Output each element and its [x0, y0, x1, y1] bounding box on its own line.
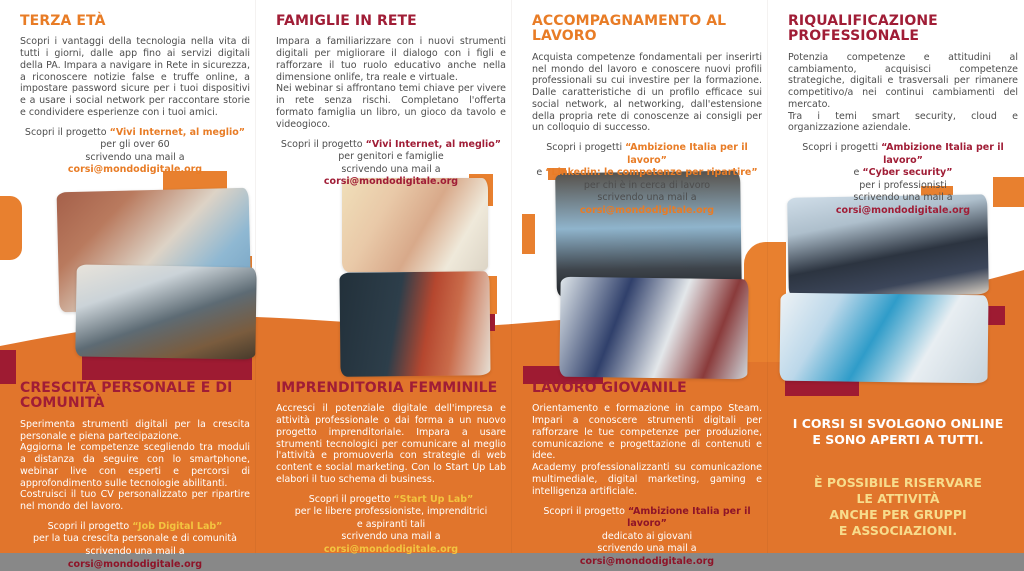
email-link[interactable]: corsi@mondodigitale.org — [67, 558, 203, 570]
cta-line: per le libere professioniste, imprenditrici — [294, 506, 488, 518]
cta-line: scrivendo una mail a corsi@mondodigitale.org — [67, 545, 203, 570]
cta-line: Scopri il progetto “Ambizione Italia per il lavoro” — [543, 505, 751, 530]
email-link[interactable]: corsi@mondodigitale.org — [579, 555, 715, 567]
project-name: “Cyber security” — [862, 167, 953, 179]
cta-line: scrivendo una mail a corsi@mondodigitale.org — [323, 531, 459, 555]
email-link[interactable]: corsi@mondodigitale.org — [579, 204, 715, 216]
panel-lavoro-giovanile — [532, 381, 762, 568]
panel-paragraph: Orientamento e formazione in campo Steam. Impari a conoscere strumenti digitali per rafforzare le tue competenze per produzione, comunicazione e progettazione di contenuti e idee. — [532, 403, 762, 462]
cta-line: e aspiranti tali — [356, 518, 426, 530]
panel-title: CRESCITA PERSONALE E DI COMUNITÀ — [20, 380, 233, 412]
cta-line: dedicato ai giovani — [601, 530, 693, 542]
panel-paragraph: Acquista competenze fondamentali per inserirti nel mondo del lavoro e conoscere nuovi profili professionali su cui investire per la formazione. Dalle caratteristiche di un profilo efficace sui social network, al networking, dall'estensione della propria rete di conoscenze ai consigli per un colloquio di successo. — [532, 51, 762, 134]
project-name: “Ambizione Italia per il lavoro” — [625, 142, 748, 166]
panel-paragraph: Tra i temi smart security, cloud e organizzazione aziendale. — [788, 110, 1018, 134]
cta-line: per i professionisti — [859, 179, 947, 191]
email-link[interactable]: corsi@mondodigitale.org — [323, 176, 459, 188]
cta-line: Scopri il progetto “Start Up Lab” — [308, 493, 474, 505]
deco-orange-tab — [0, 196, 22, 260]
cta-block — [20, 521, 250, 571]
panel-title: RIQUALIFICAZIONE PROFESSIONALE — [788, 13, 938, 45]
panel-paragraph: Costruisci il tuo CV personalizzato per ripartire nel mondo del lavoro. — [20, 489, 250, 513]
cta-line: Scopri i progetti “Ambizione Italia per il lavoro” — [802, 142, 1004, 166]
cta-line: e “Cyber security” — [853, 167, 953, 179]
cta-line: e “Linkedin: le competenze per ripartire” — [536, 167, 758, 179]
cta-block — [532, 142, 762, 217]
project-name: “Start Up Lab” — [393, 493, 474, 505]
project-name: “Job Digital Lab” — [132, 520, 223, 532]
photo-office-team — [779, 293, 988, 384]
fold-line — [511, 0, 512, 553]
panel-imprenditoria-femminile — [276, 381, 506, 556]
cta-block — [20, 127, 250, 177]
cta-line: Scopri il progetto “Vivi Internet, al meglio” — [280, 138, 502, 150]
cta-line: scrivendo una mail a corsi@mondodigitale.org — [835, 192, 971, 216]
panel-title: FAMIGLIE IN RETE — [276, 13, 417, 29]
panel-terza-eta — [20, 14, 250, 177]
cta-block — [276, 494, 506, 557]
email-link[interactable]: corsi@mondodigitale.org — [835, 204, 971, 216]
panel-title: IMPRENDITORIA FEMMINILE — [276, 380, 498, 396]
deco-maroon-square — [988, 306, 1005, 325]
cta-line: per chi è in cerca di lavoro — [583, 179, 711, 191]
panel-riqualificazione-professionale — [788, 14, 1018, 217]
cta-line: per gli over 60 — [100, 139, 170, 151]
deco-orange-square — [522, 214, 535, 254]
email-link[interactable]: corsi@mondodigitale.org — [323, 543, 459, 555]
photo-family-at-computer — [342, 178, 488, 272]
cta-block — [532, 506, 762, 569]
cta-line: scrivendo una mail a corsi@mondodigitale.org — [323, 163, 459, 188]
cta-line: scrivendo una mail a corsi@mondodigitale.org — [579, 192, 715, 216]
panel-title: LAVORO GIOVANILE — [532, 380, 687, 396]
deco-maroon-square — [0, 350, 16, 384]
panel-crescita-personale — [20, 381, 250, 571]
photo-teens-at-computers — [559, 277, 748, 380]
cta-line: per genitori e famiglie — [338, 151, 444, 163]
cta-line: scrivendo una mail a corsi@mondodigitale.org — [67, 151, 203, 176]
panel-paragraph: Potenzia competenze e attitudini al cambiamento, acquisisci competenze strategiche, digitali e trasversali per rimanere competitivo/a nei continui cambiamenti del mercato. — [788, 51, 1018, 110]
cta-block — [788, 142, 1018, 217]
fold-line — [255, 0, 256, 553]
cta-line: scrivendo una mail a corsi@mondodigitale.org — [579, 543, 715, 567]
closing-statement-groups: È POSSIBILE RISERVARE LE ATTIVITÀ ANCHE PER GRUPPI E ASSOCIAZIONI. — [814, 474, 982, 539]
cta-line: Scopri il progetto “Vivi Internet, al meglio” — [24, 126, 246, 138]
project-name: “Linkedin: le competenze per ripartire” — [545, 167, 758, 179]
cta-line: per la tua crescita personale e di comunità — [33, 533, 237, 545]
project-name: “Ambizione Italia per il lavoro” — [627, 505, 751, 530]
project-name: “Vivi Internet, al meglio” — [365, 138, 502, 150]
panel-paragraph: Sperimenta strumenti digitali per la crescita personale e piena partecipazione. — [20, 418, 250, 442]
panel-paragraph: Scopri i vantaggi della tecnologia nella vita di tutti i giorni, dalle app fino ai servizi digitali della PA. Impara a navigare in Rete in sicurezza, a riconoscere notizie false e truffe online, a impostare password sicure per i tuoi dispositivi e a usare i social network per raccontare storie e condividere esperienze con i tuoi amici. — [20, 36, 250, 118]
panel-closing-info — [790, 416, 1006, 540]
email-link[interactable]: corsi@mondodigitale.org — [67, 164, 203, 176]
panel-title: ACCOMPAGNAMENTO AL LAVORO — [532, 13, 727, 45]
panel-title: TERZA ETÀ — [20, 13, 106, 29]
photo-group-around-table — [75, 264, 257, 359]
panel-famiglie-in-rete — [276, 14, 506, 189]
panel-accompagnamento-al-lavoro — [532, 14, 762, 217]
cta-line: Scopri il progetto “Job Digital Lab” — [47, 520, 223, 532]
panel-paragraph: Impara a familiarizzare con i nuovi strumenti digitali per migliorare il dialogo con i figli e rafforzare il tuo ruolo educativo anche nella dimensione onlife, tra reale e virtuale. — [276, 36, 506, 83]
project-name: “Ambizione Italia per il lavoro” — [881, 142, 1004, 166]
cta-block — [276, 139, 506, 189]
closing-statement-online: I CORSI SI SVOLGONO ONLINE E SONO APERTI A TUTTI. — [792, 416, 1004, 448]
panel-paragraph: Aggiorna le competenze scegliendo tra moduli a distanza da seguire con lo smartphone, webinar live con esperti e percorsi di approfondimento sulle tecnologie abilitanti. — [20, 442, 250, 489]
cta-line: Scopri i progetti “Ambizione Italia per il lavoro” — [546, 142, 748, 166]
fold-line — [767, 0, 768, 553]
project-name: “Vivi Internet, al meglio” — [109, 126, 246, 138]
panel-paragraph: Accresci il potenziale digitale dell'impresa e attività professionale o dai forma a un nuovo progetto imprenditoriale. Impara a usare strumenti tecnologici per comunicare al meglio l'attività e promuoverla con strategie di web content e social marketing. Con lo Start Up Lab elabori il tuo schema di business. — [276, 403, 506, 485]
photo-woman-coding — [339, 271, 490, 377]
panel-paragraph: Academy professionalizzanti su comunicazione multimediale, digital marketing, gaming e intelligenza artificiale. — [532, 462, 762, 497]
panel-paragraph: Nei webinar si affrontano temi chiave per vivere in rete senza rischi. Completano l'offerta formato famiglia un libro, un gioco da tavolo e videogioco. — [276, 83, 506, 130]
